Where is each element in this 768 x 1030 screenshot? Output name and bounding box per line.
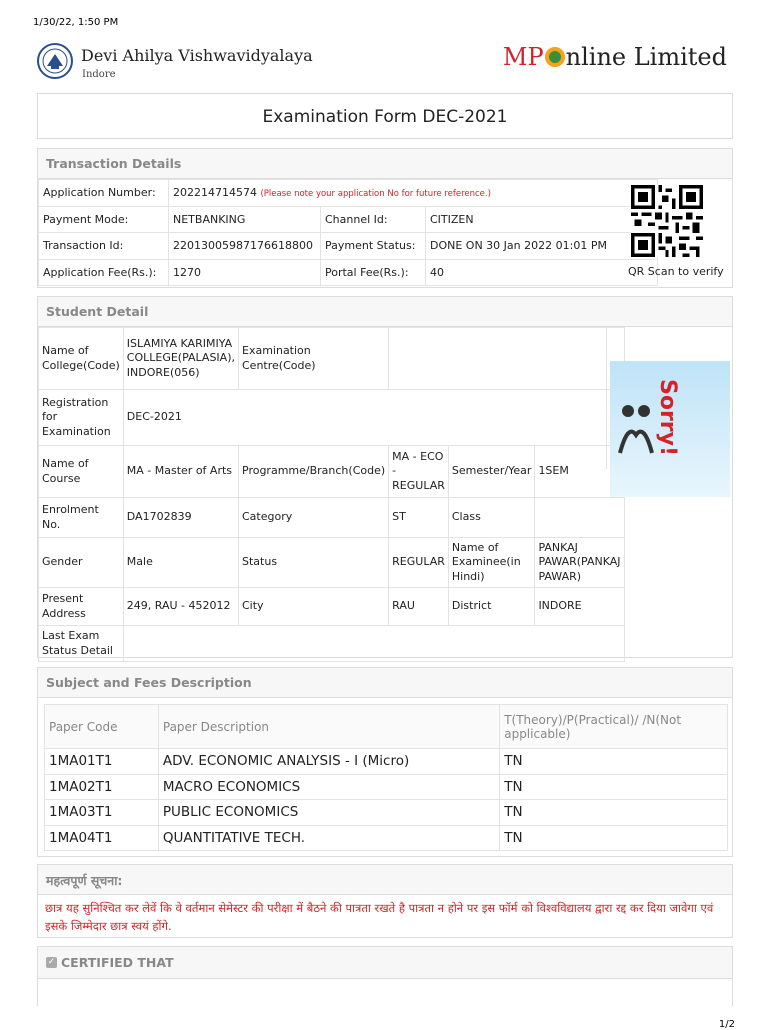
transaction-id: 22013005987176618800	[169, 233, 321, 260]
application-number-cell	[169, 180, 658, 207]
district-label: District	[448, 588, 535, 626]
paper-code: 1MA04T1	[45, 825, 159, 851]
qr-caption: QR Scan to verify	[628, 265, 724, 278]
subject-heading: Subject and Fees Description	[38, 668, 732, 698]
payment-mode-label: Payment Mode:	[39, 206, 169, 233]
table-row	[39, 259, 658, 286]
subject-fees-panel	[37, 667, 733, 857]
print-timestamp: 1/30/22, 1:50 PM	[33, 17, 119, 28]
programme-label: Programme/Branch(Code)	[239, 446, 389, 498]
certified-panel	[37, 946, 733, 1006]
table-row	[39, 588, 625, 626]
table-row	[39, 233, 658, 260]
paper-description: MACRO ECONOMICS	[158, 774, 499, 800]
examinee-hindi-value: PANKAJ PAWAR(PANKAJ PAWAR)	[535, 538, 624, 588]
page-number: 1/2	[718, 1019, 735, 1030]
paper-type: TN	[500, 749, 728, 775]
category-label: Category	[239, 498, 389, 538]
student-detail-panel	[37, 296, 733, 658]
application-number: 202214714574	[173, 186, 257, 200]
table-row	[39, 446, 625, 498]
paper-type: TN	[500, 825, 728, 851]
qr-block	[625, 183, 733, 283]
col-paper-code: Paper Code	[45, 705, 159, 749]
status-value: REGULAR	[389, 538, 449, 588]
table-row	[39, 180, 658, 207]
col-paper-type: T(Theory)/P(Practical)/ /N(Not applicable)	[500, 705, 728, 749]
last-exam-value	[123, 626, 624, 662]
paper-code: 1MA03T1	[45, 800, 159, 826]
paper-description: QUANTITATIVE TECH.	[158, 825, 499, 851]
important-notice-panel	[37, 864, 733, 938]
class-label: Class	[448, 498, 535, 538]
city-value: RAU	[389, 588, 449, 626]
table-row	[39, 390, 625, 446]
table-row	[39, 328, 625, 390]
photo-sorry-text: Sorry!	[655, 379, 680, 457]
address-value: 249, RAU - 452012	[123, 588, 238, 626]
category-value: ST	[389, 498, 449, 538]
transaction-table	[38, 179, 658, 286]
transaction-heading: Transaction Details	[38, 149, 732, 179]
notice-text: छात्र यह सुनिश्चित कर लेवें कि वे वर्तमान सेमेस्टर की परीक्षा में बैठने की पात्रता रखते है पात्रता न होने पर इस फॉर्म को विश्वविद्यालय द्वारा रद्द कर दिया जावेगा एवं इसके जिम्मेदार छात्र स्वयं होंगे.	[45, 901, 714, 933]
photo-cell	[606, 327, 733, 469]
transaction-details-panel	[37, 148, 733, 288]
qr-code-icon[interactable]	[631, 185, 703, 257]
enrolment-value: DA1702839	[123, 498, 238, 538]
district-value: INDORE	[535, 588, 624, 626]
table-row	[39, 538, 625, 588]
semester-value: 1SEM	[535, 446, 624, 498]
address-label: Present Address	[39, 588, 124, 626]
table-row	[39, 206, 658, 233]
student-photo-placeholder	[610, 361, 730, 497]
registration-label: Registration for Examination	[39, 390, 124, 446]
paper-description: PUBLIC ECONOMICS	[158, 800, 499, 826]
page-header	[35, 42, 735, 84]
student-heading: Student Detail	[38, 297, 732, 327]
gender-label: Gender	[39, 538, 124, 588]
certified-heading: CERTIFIED THAT	[61, 955, 174, 970]
course-label: Name of Course	[39, 446, 124, 498]
table-row	[45, 800, 728, 826]
channel-id: CITIZEN	[426, 206, 658, 233]
paper-code: 1MA02T1	[45, 774, 159, 800]
payment-status-label: Payment Status:	[321, 233, 426, 260]
portal-fee-label: Portal Fee(Rs.):	[321, 259, 426, 286]
table-row	[45, 749, 728, 775]
channel-id-label: Channel Id:	[321, 206, 426, 233]
sorry-figure-icon	[616, 401, 656, 457]
application-number-label: Application Number:	[39, 180, 169, 207]
col-paper-description: Paper Description	[158, 705, 499, 749]
notice-heading: महत्वपूर्ण सूचना:	[38, 865, 732, 895]
table-row	[45, 774, 728, 800]
brand-prefix: MP	[502, 43, 544, 71]
city-label: City	[239, 588, 389, 626]
table-row	[39, 626, 625, 662]
examinee-hindi-label: Name of Examinee(in Hindi)	[448, 538, 535, 588]
status-label: Status	[239, 538, 389, 588]
checkbox-checked-icon: ✓	[47, 957, 56, 967]
enrolment-label: Enrolment No.	[39, 498, 124, 538]
centre-value	[389, 328, 624, 390]
paper-description: ADV. ECONOMIC ANALYSIS - I (Micro)	[158, 749, 499, 775]
last-exam-label: Last Exam Status Detail	[39, 626, 124, 662]
application-fee: 1270	[169, 259, 321, 286]
application-note: (Please note your application No for future reference.)	[260, 189, 491, 200]
mponline-logo	[503, 43, 727, 71]
brand-suffix: nline Limited	[565, 43, 727, 71]
student-table	[38, 327, 625, 662]
transaction-id-label: Transaction Id:	[39, 233, 169, 260]
application-fee-label: Application Fee(Rs.):	[39, 259, 169, 286]
registration-value: DEC-2021	[123, 390, 624, 446]
paper-type: TN	[500, 774, 728, 800]
form-title: Examination Form DEC-2021	[262, 107, 508, 127]
university-city: Indore	[82, 69, 116, 80]
mponline-emblem-icon	[545, 47, 565, 67]
payment-status: DONE ON 30 Jan 2022 01:01 PM	[426, 233, 658, 260]
certified-heading-row	[38, 947, 732, 979]
gender-value: Male	[123, 538, 238, 588]
class-value	[535, 498, 624, 538]
portal-fee: 40	[426, 259, 658, 286]
table-row	[39, 498, 625, 538]
subject-table	[44, 704, 728, 851]
table-header-row	[45, 705, 728, 749]
university-seal-icon	[35, 42, 76, 80]
table-row	[45, 825, 728, 851]
centre-label: Examination Centre(Code)	[239, 328, 389, 390]
payment-mode: NETBANKING	[169, 206, 321, 233]
paper-code: 1MA01T1	[45, 749, 159, 775]
programme-value: MA - ECO - REGULAR	[389, 446, 449, 498]
form-title-panel	[37, 93, 733, 139]
college-value: ISLAMIYA KARIMIYA COLLEGE(PALASIA), INDORE(056)	[123, 328, 238, 390]
course-value: MA - Master of Arts	[123, 446, 238, 498]
paper-type: TN	[500, 800, 728, 826]
college-label: Name of College(Code)	[39, 328, 124, 390]
university-name: Devi Ahilya Vishwavidyalaya	[81, 46, 313, 65]
semester-label: Semester/Year	[448, 446, 535, 498]
